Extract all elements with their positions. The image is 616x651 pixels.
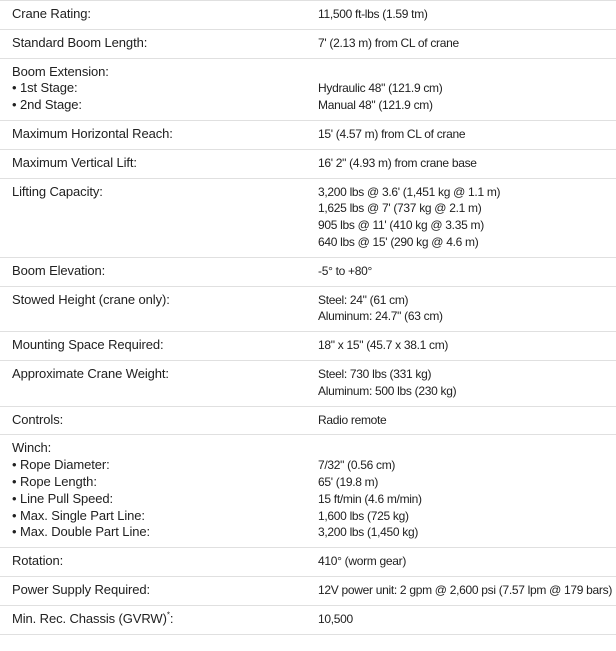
spec-value: 15 ft/min (4.6 m/min) <box>318 491 422 506</box>
spec-value: Radio remote <box>318 412 387 427</box>
spec-label <box>12 308 318 325</box>
spec-value: 410° (worm gear) <box>318 554 407 569</box>
spec-value: Aluminum: 24.7" (63 cm) <box>318 309 443 324</box>
table-row <box>0 179 616 258</box>
spec-label-column <box>12 412 318 429</box>
spec-label <box>12 234 318 251</box>
spec-label: • Rope Length: <box>12 473 97 489</box>
table-row <box>0 577 616 606</box>
spec-label-column <box>12 35 318 52</box>
spec-value-column <box>318 184 604 251</box>
spec-label: • Max. Double Part Line: <box>12 524 150 540</box>
spec-value-column <box>318 292 604 326</box>
spec-value-column <box>318 337 604 354</box>
spec-value: 905 lbs @ 11' (410 kg @ 3.35 m) <box>318 218 484 233</box>
table-row <box>0 258 616 287</box>
spec-value-column <box>318 35 604 52</box>
spec-label-column <box>12 64 318 114</box>
spec-value: 3,200 lbs (1,450 kg) <box>318 525 419 540</box>
table-row <box>0 435 616 548</box>
spec-value <box>318 440 604 457</box>
spec-label: • Line Pull Speed: <box>12 490 114 506</box>
table-row <box>0 606 616 635</box>
table-row <box>0 150 616 179</box>
table-row <box>0 548 616 577</box>
spec-value <box>318 64 604 81</box>
spec-label-column <box>12 263 318 280</box>
spec-label-column <box>12 126 318 143</box>
table-row <box>0 361 616 407</box>
spec-label: Stowed Height (crane only): <box>12 291 170 307</box>
spec-label-column <box>12 582 318 599</box>
spec-value: 16' 2" (4.93 m) from crane base <box>318 155 477 170</box>
spec-label-column <box>12 553 318 570</box>
table-row <box>0 287 616 333</box>
spec-label: Standard Boom Length: <box>12 34 148 50</box>
spec-value-column <box>318 126 604 143</box>
spec-label <box>12 200 318 217</box>
spec-value: Steel: 730 lbs (331 kg) <box>318 366 432 381</box>
spec-value: -5° to +80° <box>318 263 372 278</box>
spec-label: Mounting Space Required: <box>12 337 164 353</box>
spec-value-column <box>318 6 604 23</box>
spec-value: Hydraulic 48" (121.9 cm) <box>318 81 443 96</box>
spec-value: 18" x 15" (45.7 x 38.1 cm) <box>318 338 449 353</box>
spec-label: Maximum Vertical Lift: <box>12 154 137 170</box>
footnote-asterisk: * <box>166 610 170 620</box>
spec-label <box>12 611 318 628</box>
spec-value: 1,625 lbs @ 7' (737 kg @ 2.1 m) <box>318 201 482 216</box>
spec-label: Controls: <box>12 411 64 427</box>
spec-label-suffix: : <box>169 610 174 626</box>
spec-label: • Max. Single Part Line: <box>12 507 145 523</box>
spec-label: Power Supply Required: <box>12 581 150 597</box>
spec-label <box>12 383 318 400</box>
spec-label-column <box>12 337 318 354</box>
spec-value: 12V power unit: 2 gpm @ 2,600 psi (7.57 lpm @ 179 bars) <box>318 582 613 597</box>
spec-label-column <box>12 366 318 400</box>
spec-value-column <box>318 412 604 429</box>
table-row <box>0 59 616 121</box>
table-row <box>0 121 616 150</box>
spec-label: Rotation: <box>12 553 64 569</box>
table-row <box>0 30 616 59</box>
spec-label: Approximate Crane Weight: <box>12 365 169 381</box>
spec-label: • 2nd Stage: <box>12 97 82 113</box>
spec-value: 640 lbs @ 15' (290 kg @ 4.6 m) <box>318 234 479 249</box>
spec-label-column <box>12 6 318 23</box>
spec-value: Steel: 24" (61 cm) <box>318 292 409 307</box>
spec-value: 7' (2.13 m) from CL of crane <box>318 35 459 50</box>
spec-label: Winch: <box>12 440 52 456</box>
spec-label <box>12 217 318 234</box>
spec-value: 65' (19.8 m) <box>318 474 379 489</box>
spec-value-column <box>318 440 604 541</box>
spec-value-column <box>318 366 604 400</box>
spec-label-column <box>12 292 318 326</box>
spec-value: 3,200 lbs @ 3.6' (1,451 kg @ 1.1 m) <box>318 184 501 199</box>
spec-value: 1,600 lbs (725 kg) <box>318 508 409 523</box>
spec-value: 11,500 ft-lbs (1.59 tm) <box>318 7 428 21</box>
spec-label: • Rope Diameter: <box>12 457 110 473</box>
spec-label: Boom Extension: <box>12 63 109 79</box>
spec-label: Crane Rating: <box>12 6 91 21</box>
spec-value-column <box>318 263 604 280</box>
table-row <box>0 1 616 30</box>
spec-label-text: Min. Rec. Chassis (GVRW) <box>12 610 167 626</box>
spec-label: Maximum Horizontal Reach: <box>12 125 173 141</box>
spec-value-column <box>318 64 604 114</box>
table-row <box>0 407 616 436</box>
spec-label: Lifting Capacity: <box>12 183 103 199</box>
spec-value-column <box>318 155 604 172</box>
spec-value: Manual 48" (121.9 cm) <box>318 98 433 113</box>
spec-value-column <box>318 611 604 628</box>
spec-value-column <box>318 582 613 599</box>
spec-value: 7/32" (0.56 cm) <box>318 458 396 473</box>
table-row <box>0 332 616 361</box>
spec-value-column <box>318 553 604 570</box>
spec-label-column <box>12 155 318 172</box>
spec-value: Aluminum: 500 lbs (230 kg) <box>318 383 457 398</box>
spec-value: 10,500 <box>318 611 353 626</box>
spec-label-column <box>12 184 318 251</box>
spec-value: 15' (4.57 m) from CL of crane <box>318 126 466 141</box>
spec-label: • 1st Stage: <box>12 80 78 96</box>
spec-label: Boom Elevation: <box>12 262 106 278</box>
spec-label-column <box>12 440 318 541</box>
spec-label-column <box>12 611 318 628</box>
